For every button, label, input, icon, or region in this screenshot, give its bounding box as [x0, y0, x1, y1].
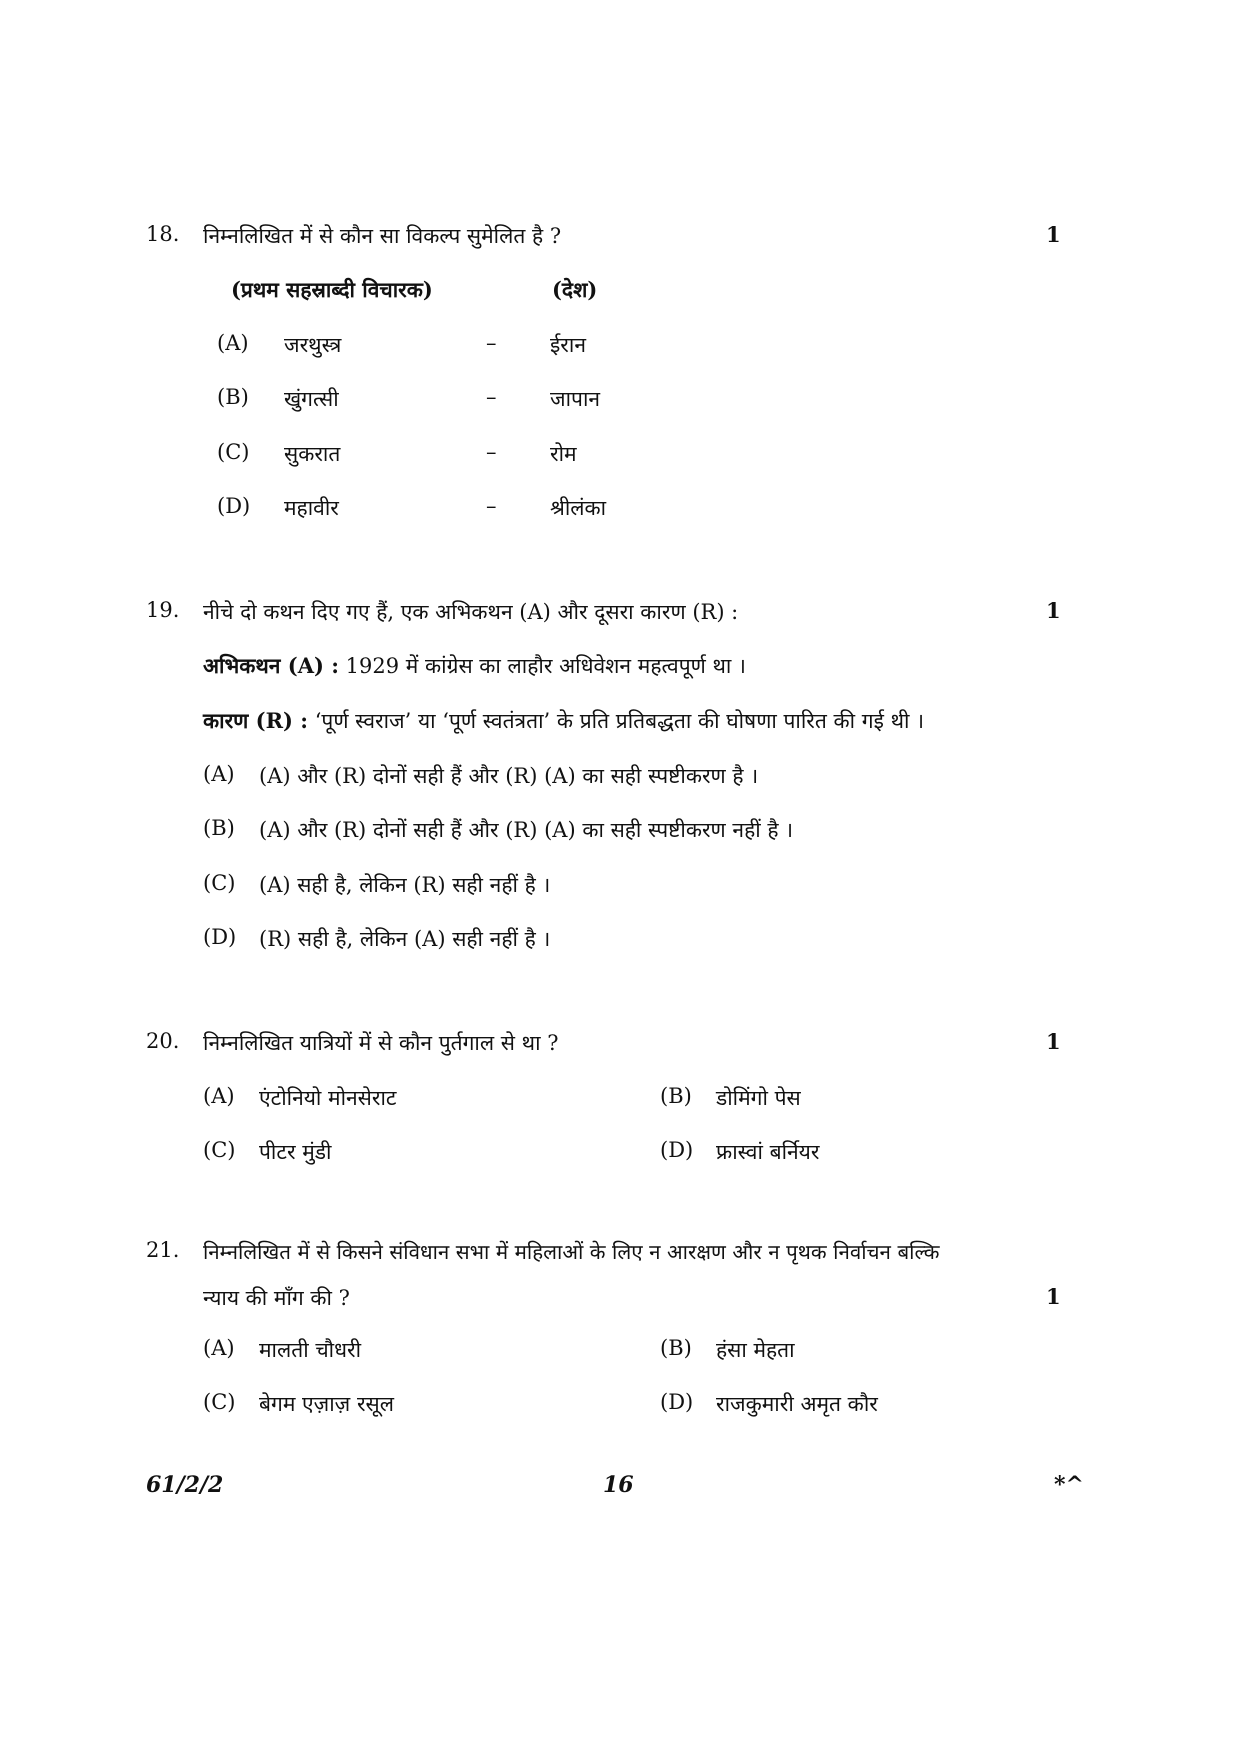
- column-header-country: (देश): [552, 277, 598, 302]
- marks: 1: [1046, 1029, 1061, 1054]
- option-label: (A): [203, 762, 235, 786]
- assertion-label: अभिकथन (A) :: [203, 653, 339, 678]
- option-label: (B): [660, 1084, 692, 1108]
- option-text: पीटर मुंडी: [259, 1140, 332, 1164]
- question-text: नीचे दो कथन दिए गए हैं, एक अभिकथन (A) और दूसरा कारण (R) :: [203, 600, 739, 624]
- option-label: (D): [660, 1390, 694, 1414]
- option-label: (C): [203, 1390, 236, 1414]
- option-text: डोमिंगो पेस: [716, 1086, 801, 1110]
- option-label: (A): [203, 1084, 235, 1108]
- option-label: (B): [660, 1336, 692, 1360]
- reason: [203, 707, 924, 735]
- option-label: (C): [217, 440, 250, 464]
- option-label: (C): [203, 871, 236, 895]
- dash: –: [486, 440, 497, 464]
- thinker-name: खुंगत्सी: [284, 387, 339, 411]
- question-text: निम्नलिखित यात्रियों में से कौन पुर्तगाल से था ?: [203, 1031, 559, 1055]
- country-name: श्रीलंका: [550, 496, 607, 520]
- option-label: (D): [203, 925, 237, 949]
- option-text: (A) और (R) दोनों सही हैं और (R) (A) का सही स्पष्टीकरण नहीं है ।: [259, 818, 794, 842]
- option-label: (A): [217, 331, 249, 355]
- question-text-line2: न्याय की माँग की ?: [203, 1286, 350, 1310]
- option-text: मालती चौधरी: [259, 1338, 362, 1362]
- option-label: (B): [217, 385, 249, 409]
- dash: –: [486, 385, 497, 409]
- assertion-text: 1929 में कांग्रेस का लाहौर अधिवेशन महत्वपूर्ण था ।: [339, 654, 746, 678]
- option-text: एंटोनियो मोनसेराट: [259, 1086, 397, 1110]
- question-number: 19.: [146, 598, 180, 622]
- option-text: राजकुमारी अमृत कौर: [716, 1392, 878, 1416]
- option-label: (C): [203, 1138, 236, 1162]
- option-text: बेगम एज़ाज़ रसूल: [259, 1392, 394, 1416]
- page-number: 16: [603, 1472, 634, 1498]
- option-text: (A) सही है, लेकिन (R) सही नहीं है ।: [259, 873, 551, 897]
- paper-code: 61/2/2: [146, 1472, 224, 1498]
- dash: –: [486, 331, 497, 355]
- option-label: (B): [203, 816, 235, 840]
- question-number: 18.: [146, 222, 180, 246]
- option-text: (A) और (R) दोनों सही हैं और (R) (A) का सही स्पष्टीकरण है ।: [259, 764, 759, 788]
- reason-text: ‘पूर्ण स्वराज’ या ‘पूर्ण स्वतंत्रता’ के प्रति प्रतिबद्धता की घोषणा पारित की गई थी ।: [308, 709, 925, 733]
- country-name: रोम: [550, 442, 577, 466]
- thinker-name: जरथुस्त्र: [284, 333, 342, 357]
- option-label: (D): [217, 494, 251, 518]
- country-name: ईरान: [550, 333, 586, 357]
- question-text-line1: निम्नलिखित में से किसने संविधान सभा में महिलाओं के लिए न आरक्षण और न पृथक निर्वाचन बल्कि: [203, 1240, 940, 1264]
- reason-label: कारण (R) :: [203, 708, 309, 733]
- marks: 1: [1046, 1284, 1061, 1309]
- option-text: (R) सही है, लेकिन (A) सही नहीं है ।: [259, 927, 551, 951]
- marks: 1: [1046, 222, 1061, 247]
- question-number: 21.: [146, 1238, 180, 1262]
- question-text: निम्नलिखित में से कौन सा विकल्प सुमेलित है ?: [203, 224, 562, 248]
- question-number: 20.: [146, 1029, 180, 1053]
- footer-mark: *^: [1054, 1472, 1084, 1498]
- marks: 1: [1046, 598, 1061, 623]
- country-name: जापान: [550, 387, 601, 411]
- assertion: [203, 652, 746, 680]
- thinker-name: सुकरात: [284, 442, 341, 466]
- dash: –: [486, 494, 497, 518]
- option-text: फ्रास्वां बर्नियर: [716, 1140, 820, 1164]
- column-header-thinker: (प्रथम सहस्राब्दी विचारक): [231, 277, 433, 302]
- thinker-name: महावीर: [284, 496, 339, 520]
- option-label: (A): [203, 1336, 235, 1360]
- option-label: (D): [660, 1138, 694, 1162]
- option-text: हंसा मेहता: [716, 1338, 795, 1362]
